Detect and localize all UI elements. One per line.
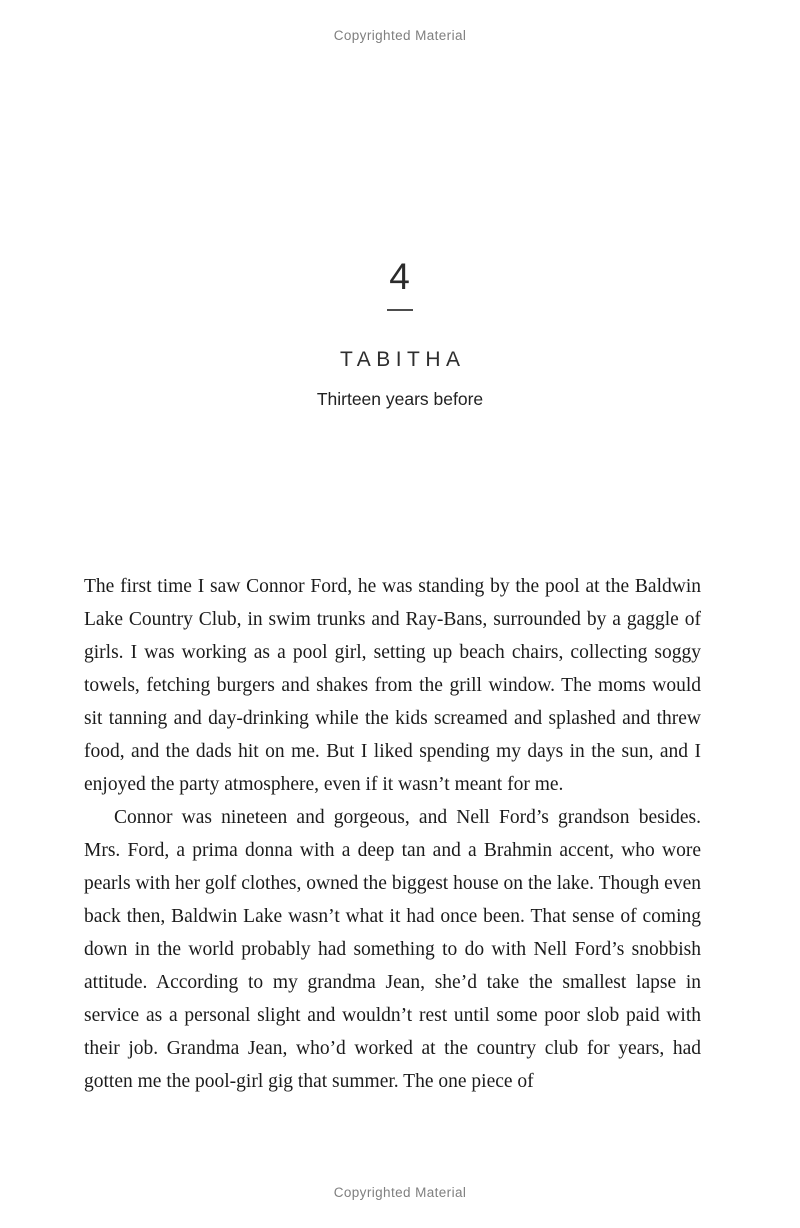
- copyright-notice-top: Copyrighted Material: [333, 28, 467, 43]
- body-text: [84, 570, 701, 1098]
- paragraph: The first time I saw Connor Ford, he was standing by the pool at the Baldwin Lake Country Club, in swim trunks and Ray-Bans, surrounded by a gaggle of girls. I was working as a pool girl, setting up beach chairs, collecting soggy towels, fetching burgers and shakes from the grill window. The moms would sit tanning and day-drinking while the kids screamed and splashed and threw food, and the dads hit on me. But I liked spending my days in the sun, and I enjoyed the party atmosphere, even if it wasn’t meant for me.: [84, 576, 701, 795]
- chapter-title: TABITHA: [339, 348, 466, 371]
- paragraph: Connor was nineteen and gorgeous, and Nell Ford’s grandson besides. Mrs. Ford, a prima donna with a deep tan and a Brahmin accent, who wore pearls with her golf clothes, owned the biggest house on the lake. Though even back then, Baldwin Lake wasn’t what it had once been. That sense of coming down in the world probably had something to do with Nell Ford’s snobbish attitude. According to my grandma Jean, she’d take the smallest lapse in service as a personal slight and wouldn’t rest until some poor slob paid with their job. Grandma Jean, who’d worked at the country club for years, had gotten me the pool-girl gig that summer. The one piece of: [84, 807, 701, 1092]
- chapter-rule: [387, 309, 413, 311]
- chapter-header: [0, 258, 800, 410]
- chapter-subtitle: Thirteen years before: [316, 389, 484, 409]
- chapter-number: 4: [389, 256, 411, 297]
- copyright-notice-bottom: Copyrighted Material: [333, 1185, 467, 1200]
